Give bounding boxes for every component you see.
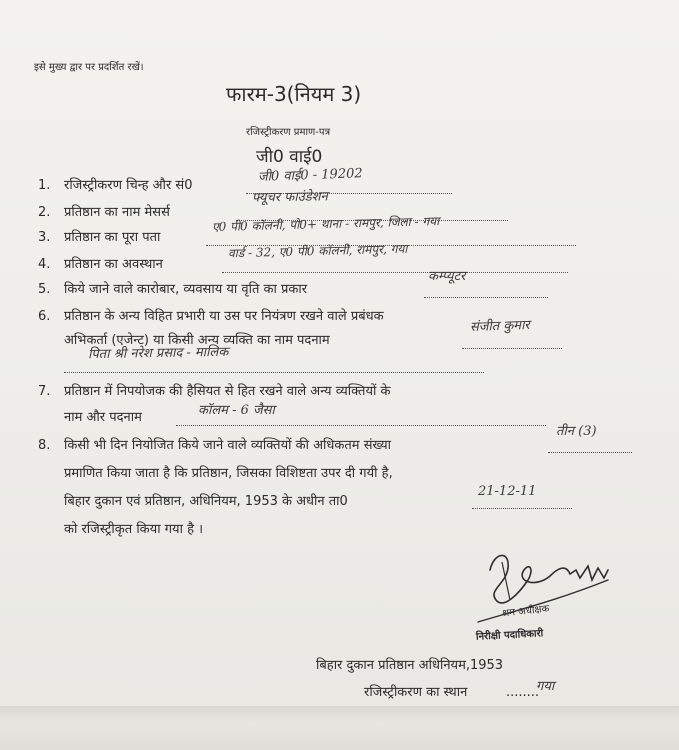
dotted-line xyxy=(64,372,484,373)
item-label-line1: प्रतिष्ठान में निपयोजक की हैसियत से हित रखने वाले अन्य व्यक्तियों के xyxy=(64,384,391,399)
handwritten-value: कॉलम - 6 जैसा xyxy=(198,403,275,418)
handwritten-value: जी0 वाई0 - 19202 xyxy=(257,166,363,185)
certify-date: 21-12-11 xyxy=(478,484,537,499)
item-number: 6. xyxy=(38,309,51,324)
header-note: इसे मुख्य द्वार पर प्रदर्शित रखें। xyxy=(34,62,144,73)
form-title: फारम-3(नियम 3) xyxy=(226,82,362,106)
dotted-line xyxy=(548,452,632,453)
item-label: प्रतिष्ठान का नाम मेसर्स xyxy=(64,205,170,220)
item-label-line2: अभिकर्ता (एजेन्ट) या किसी अन्य व्यक्ति का नाम पदनाम xyxy=(64,333,330,348)
dotted-line xyxy=(222,272,568,273)
item-number: 4. xyxy=(38,257,51,272)
item-number: 3. xyxy=(38,230,51,245)
stamp-line-1: श्रम अधीक्षक xyxy=(501,603,550,620)
certify-line-3: को रजिस्ट्रीकृत किया गया है । xyxy=(64,522,204,537)
item-number: 2. xyxy=(38,205,51,220)
footer-place-value: गया xyxy=(536,679,555,694)
footer-act: बिहार दुकान प्रतिष्ठान अधिनियम,1953 xyxy=(316,658,504,673)
item-number: 1. xyxy=(38,178,51,193)
officer-signature xyxy=(458,540,638,640)
handwritten-value: कम्प्यूटर xyxy=(428,269,466,284)
item-label: रजिस्ट्रीकरण चिन्ह और सं0 xyxy=(64,178,193,193)
dotted-line xyxy=(472,508,572,509)
stamp-line-2: निरीक्षी पदाधिकारी xyxy=(475,628,544,643)
footer-place-label: रजिस्ट्रीकरण का स्थान xyxy=(364,685,468,700)
certify-line-2: बिहार दुकान एवं प्रतिष्ठान, अधिनियम, 1953 के अधीन ता0 xyxy=(64,494,348,509)
item-label: किसी भी दिन नियोजित किये जाने वाले व्यक्तियों की अधिकतम संख्या xyxy=(64,438,392,453)
item-label-line1: प्रतिष्ठान के अन्य विहित प्रभारी या उस पर नियंत्रण रखने वाले प्रबंधक xyxy=(64,309,384,324)
handwritten-value: फ्यूचर फाउंडेशन xyxy=(251,189,328,206)
item-number: 8. xyxy=(38,438,51,453)
item-label: प्रतिष्ठान का अवस्थान xyxy=(64,257,163,272)
footer-place-dots: ........ xyxy=(506,685,540,700)
item-number: 7. xyxy=(38,384,51,399)
item-label: प्रतिष्ठान का पूरा पता xyxy=(64,230,161,245)
certificate-label: रजिस्ट्रीकरण प्रमाण-पत्र xyxy=(246,127,331,138)
item-label-line2: नाम और पदनाम xyxy=(64,410,142,425)
handwritten-value: ए0 पी0 कॉलनी, पो0+ थाना - रामपुर, जिला - गया xyxy=(211,214,440,234)
dotted-line xyxy=(424,297,548,298)
item-number: 5. xyxy=(38,282,51,297)
handwritten-value: तीन (3) xyxy=(556,424,597,439)
handwritten-value: संजीत कुमार xyxy=(469,317,531,336)
paper-fold-shadow xyxy=(0,706,679,750)
item-label: किये जाने वाले कारोबार, व्यवसाय या वृति का प्रकार xyxy=(64,282,308,297)
gid-label: जी0 वाई0 xyxy=(256,147,323,167)
dotted-line xyxy=(176,425,546,426)
handwritten-value: वार्ड - 32, ए0 पी0 कॉलनी, रामपुर, गया xyxy=(227,241,408,261)
dotted-line xyxy=(462,348,562,349)
certify-line-1: प्रमाणित किया जाता है कि प्रतिष्ठान, जिसका विशिष्टता उपर दी गयी है, xyxy=(64,466,393,481)
handwritten-value: पिता श्री नरेश प्रसाद - मालिक xyxy=(87,344,229,363)
